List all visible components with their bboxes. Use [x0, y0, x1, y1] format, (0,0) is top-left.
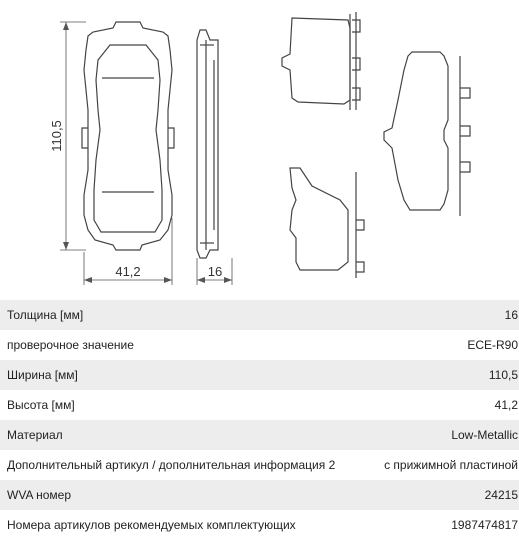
spec-value: Low-Metallic [451, 428, 518, 442]
dim-height-label: 110,5 [49, 120, 64, 152]
spec-value: 41,2 [494, 398, 518, 412]
spec-label: Толщина [мм] [7, 308, 84, 322]
pad-front-view [82, 22, 174, 250]
spec-row [0, 450, 519, 480]
spec-row [0, 510, 519, 540]
spec-value: 1987474817 [451, 518, 518, 532]
pad-side-view [197, 30, 218, 258]
specifications-table [0, 300, 519, 540]
spec-row [0, 300, 519, 330]
spec-row [0, 480, 519, 510]
dim-thickness-label: 16 [207, 264, 223, 279]
spec-label: Дополнительный артикул / дополнительная информация 2 [7, 458, 336, 472]
spec-label: Номера артикулов рекомендуемых комплектующих [7, 518, 296, 532]
spec-label: Материал [7, 428, 63, 442]
spec-value: с прижимной пластиной [384, 458, 518, 472]
spec-row [0, 330, 519, 360]
clip-top [282, 12, 360, 110]
spec-value: 16 [504, 308, 518, 322]
spec-row [0, 360, 519, 390]
spec-row [0, 390, 519, 420]
spec-label: WVA номер [7, 488, 72, 502]
dim-width-label: 41,2 [115, 264, 141, 279]
spec-label: Ширина [мм] [7, 368, 78, 382]
spec-row [0, 420, 519, 450]
spec-label: проверочное значение [7, 338, 134, 352]
pad-rear-view [384, 52, 470, 216]
clip-bottom [290, 168, 364, 278]
spec-value: 24215 [484, 488, 518, 502]
spec-label: Высота [мм] [7, 398, 75, 412]
spec-value: 110,5 [488, 368, 518, 382]
spec-value: ECE-R90 [467, 338, 518, 352]
